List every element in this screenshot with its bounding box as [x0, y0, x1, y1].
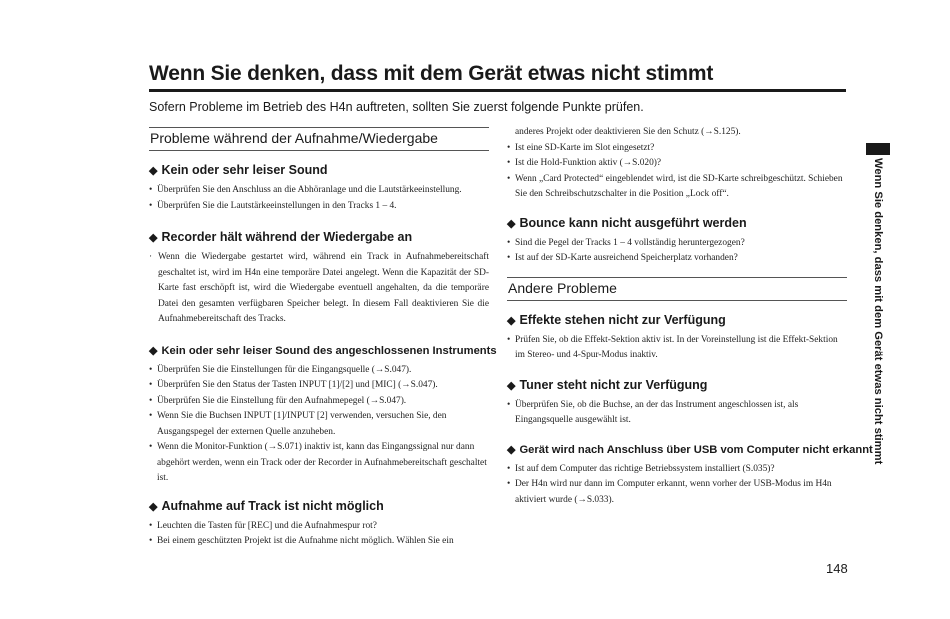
- diamond-icon: ◆: [507, 443, 516, 456]
- list-item: • Ist eine SD-Karte im Slot eingesetzt?: [507, 142, 655, 153]
- subheading-usb: ◆ Gerät wird nach Anschluss über USB vom Computer nicht erkannt: [507, 443, 873, 456]
- side-tab-marker: [866, 143, 890, 155]
- list-instrument-no-sound: [149, 363, 489, 487]
- page-number: 148: [826, 561, 848, 576]
- list-tuner: [507, 398, 847, 429]
- title-rule: [149, 89, 846, 92]
- list-item: • Überprüfen Sie die Einstellung für den Aufnahmepegel (→S.047).: [149, 395, 407, 406]
- side-tab-text: Wenn Sie denken, dass mit dem Gerät etwas nicht stimmt: [872, 158, 884, 465]
- subheading-recording-not-possible: ◆ Aufnahme auf Track ist nicht möglich: [149, 498, 384, 513]
- page-title: Wenn Sie denken, dass mit dem Gerät etwas nicht stimmt: [149, 62, 714, 85]
- subheading-recorder-stops: ◆ Recorder hält während der Wiedergabe an: [149, 230, 413, 244]
- list-item: • Ist auf dem Computer das richtige Betriebssystem installiert (S.035)?: [507, 463, 775, 474]
- list-item: • Überprüfen Sie, ob die Buchse, an der das Instrument angeschlossen ist, als Eingangsquelle ausgewählt ist.: [507, 399, 799, 425]
- section-heading-recording-playback: Probleme während der Aufnahme/Wiedergabe: [149, 127, 489, 151]
- list-item: • Überprüfen Sie die Einstellungen für die Eingangsquelle (→S.047).: [149, 364, 412, 375]
- subheading-instrument-no-sound: ◆ Kein oder sehr leiser Sound des angeschlossenen Instruments: [149, 344, 497, 357]
- subheading-no-sound: ◆ Kein oder sehr leiser Sound: [149, 163, 328, 177]
- paragraph-recorder-stops: · Wenn die Wiedergabe gestartet wird, während ein Track in Aufnahmebereitschaft geschaltet ist, wird im H4n eine temporäre Datei angelegt. Wenn die Kapazität der SD-Karte fast erschöpft ist, wird die Wiedergabe eventuell angehalten, da die temporäre Datei den gesamten verfügbaren Speicher belegt. In diesem Fall deaktivieren Sie die Aufnahmebereitschaft des Tracks.: [149, 252, 489, 324]
- list-item: • Wenn „Card Protected“ eingeblendet wird, ist die SD-Karte schreibgeschützt. Schieben Sie den Schreibschutzschalter in die Position „Lock off“.: [507, 173, 843, 199]
- list-no-sound: [149, 183, 489, 214]
- list-item: • Überprüfen Sie den Status der Tasten INPUT [1]/[2] und [MIC] (→S.047).: [149, 380, 438, 390]
- list-continuation: [507, 141, 847, 203]
- list-item: • Prüfen Sie, ob die Effekt-Sektion aktiv ist. In der Voreinstellung ist die Effekt-Sektion im Stereo- und 4-Spur-Modus inaktiv.: [507, 334, 838, 360]
- intro-text: Sofern Probleme im Betrieb des H4n auftreten, sollten Sie zuerst folgende Punkte prüfen.: [149, 100, 644, 114]
- right-column: [507, 125, 873, 508]
- diamond-icon: ◆: [149, 344, 158, 357]
- list-usb: [507, 462, 847, 509]
- list-bounce: [507, 236, 847, 267]
- subheading-effects: ◆ Effekte stehen nicht zur Verfügung: [507, 312, 726, 327]
- diamond-icon: ◆: [507, 379, 516, 392]
- list-item: • Der H4n wird nur dann im Computer erkannt, wenn vorher der USB-Modus im H4n aktiviert wurde (→S.033).: [507, 479, 832, 505]
- list-item: • Ist auf der SD-Karte ausreichend Speicherplatz vorhanden?: [507, 253, 738, 263]
- list-recording-not-possible: [149, 519, 489, 550]
- list-item: • Wenn Sie die Buchsen INPUT [1]/INPUT [2] verwenden, versuchen Sie, den Ausgangspegel der externen Quelle anzuheben.: [149, 411, 447, 437]
- section-heading-other-problems: Andere Probleme: [507, 277, 847, 301]
- list-item: • Bei einem geschützten Projekt ist die Aufnahme nicht möglich. Wählen Sie ein: [149, 536, 454, 546]
- subheading-bounce: ◆ Bounce kann nicht ausgeführt werden: [507, 215, 747, 230]
- list-item: • Ist die Hold-Funktion aktiv (→S.020)?: [507, 158, 662, 168]
- left-column: [149, 127, 497, 550]
- list-item: • Überprüfen Sie die Lautstärkeeinstellungen in den Tracks 1 – 4.: [149, 200, 397, 211]
- diamond-icon: ◆: [507, 217, 516, 230]
- list-item: • Überprüfen Sie den Anschluss an die Abhöranlage und die Lautstärkeeinstellung.: [149, 185, 462, 195]
- diamond-icon: ◆: [149, 232, 158, 244]
- diamond-icon: ◆: [149, 165, 158, 177]
- diamond-icon: ◆: [507, 314, 516, 327]
- continuation-text: anderes Projekt oder deaktivieren Sie den Schutz (→S.125).: [515, 127, 741, 137]
- list-effects: [507, 333, 847, 364]
- diamond-icon: ◆: [149, 500, 158, 513]
- list-item: • Leuchten die Tasten für [REC] und die Aufnahmespur rot?: [149, 520, 377, 531]
- list-item: • Wenn die Monitor-Funktion (→S.071) inaktiv ist, kann das Eingangssignal nur dann abgehört werden, wenn ein Track oder der Recorder in Aufnahmebereitschaft geschaltet ist.: [149, 442, 487, 483]
- subheading-tuner: ◆ Tuner steht nicht zur Verfügung: [507, 377, 708, 392]
- list-item: • Sind die Pegel der Tracks 1 – 4 vollständig heruntergezogen?: [507, 237, 745, 248]
